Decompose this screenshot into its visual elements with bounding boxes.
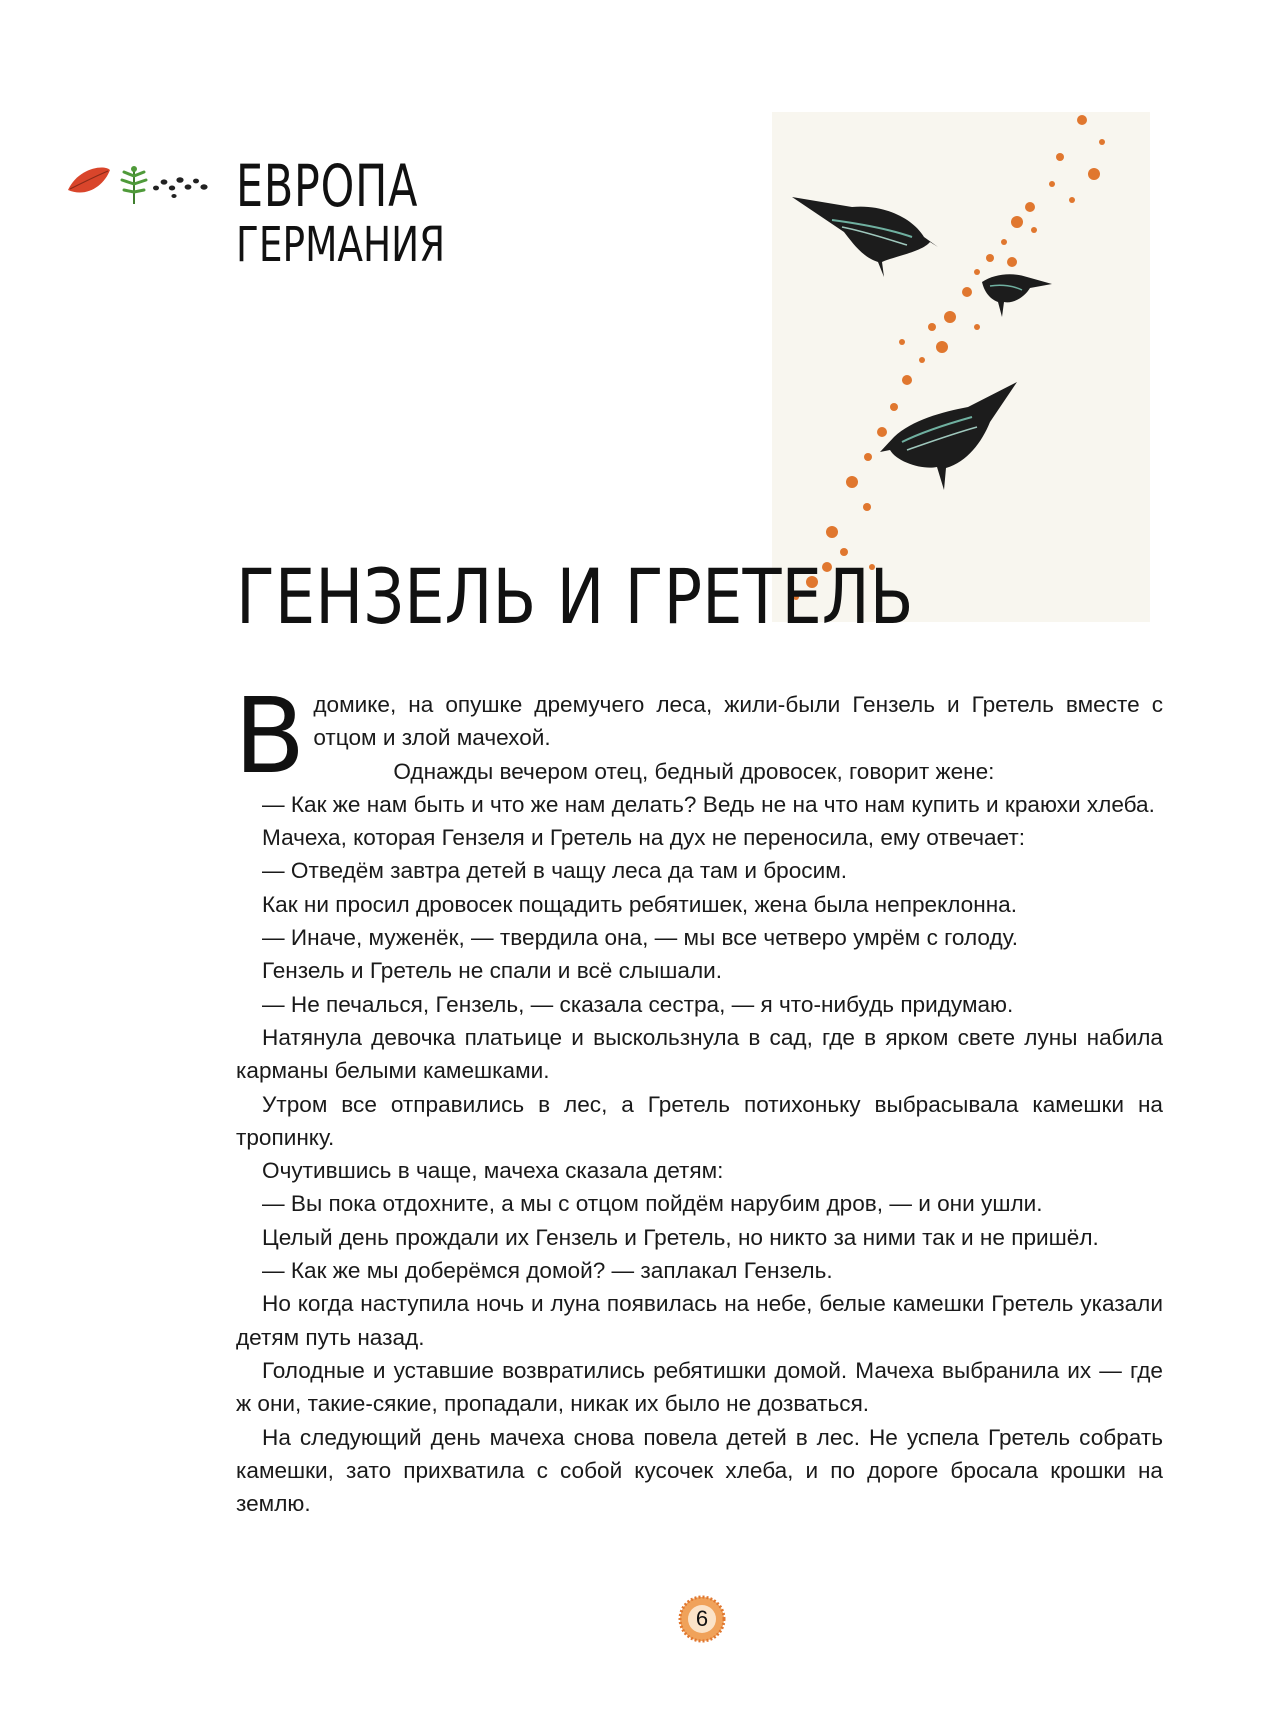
continent-title: ЕВРОПА [236, 152, 419, 220]
story-paragraph: Голодные и уставшие возвратились ребятишки домой. Мачеха выбранила их — где ж они, такие-сякие, пропадали, никак их было не дозваться. [236, 1357, 1163, 1417]
drop-cap: В [234, 675, 306, 797]
sprig-icon [122, 166, 146, 204]
story-text [234, 675, 1163, 1520]
story-paragraph: На следующий день мачеха снова повела детей в лес. Не успела Гретель собрать камешки, зато прихватила с собой кусочек хлеба, и по дороге бросала крошки на землю. [236, 1424, 1163, 1517]
country-subtitle: ГЕРМАНИЯ [236, 217, 446, 273]
story-paragraph: Мачеха, которая Гензеля и Гретель на дух не переносила, ему отвечает: [262, 825, 1025, 851]
decoration-group [64, 160, 224, 210]
bird-illustration [982, 274, 1052, 317]
page-number [677, 1594, 727, 1644]
story-paragraph: Натянула девочка платьице и выскользнула в сад, где в ярком свете луны набила карманы белыми камешками. [236, 1024, 1163, 1084]
birds-illustration [772, 112, 1150, 622]
story-paragraph: Гензель и Гретель не спали и всё слышали. [262, 958, 723, 984]
story-paragraph: Утром все отправились в лес, а Гретель потихоньку выбрасывала камешки на тропинку. [236, 1091, 1163, 1150]
bird-illustration [792, 197, 938, 277]
story-paragraph: Как ни просил дровосек пощадить ребятишек, жена была непреклонна. [262, 891, 1018, 917]
story-paragraph: — Вы пока отдохните, а мы с отцом пойдём нарубим дров, — и они ушли. [262, 1191, 1043, 1217]
story-paragraph: — Иначе, муженёк, — твердила она, — мы все четверо умрём с голоду. [262, 925, 1018, 951]
crumbs [793, 115, 1105, 600]
story-paragraph: — Как же мы доберёмся домой? — заплакал Гензель. [262, 1258, 833, 1284]
story-paragraph: Вдомике, на опушке дремучего леса, жили-были Гензель и Гретель вместе с отцом и злой мачехой. [234, 675, 1163, 797]
leaf-icon [68, 167, 110, 192]
story-paragraph: — Как же нам быть и что же нам делать? Ведь не на что нам купить и краюхи хлеба. [262, 791, 1155, 817]
story-paragraph: Но когда наступила ночь и луна появилась на небе, белые камешки Гретель указали детям путь назад. [236, 1291, 1163, 1350]
story-paragraph: Однажды вечером отец, бедный дровосек, говорит жене: [393, 758, 995, 784]
page-number-text: 6 [695, 1606, 709, 1631]
region-heading [236, 152, 504, 273]
bird-illustration [880, 382, 1017, 490]
story-title: ГЕНЗЕЛЬ И ГРЕТЕЛЬ [236, 552, 914, 641]
story-paragraph: Очутившись в чаще, мачеха сказала детям: [262, 1158, 724, 1184]
story-paragraph: — Не печалься, Гензель, — сказала сестра, — я что-нибудь придумаю. [262, 991, 1014, 1017]
seeds-icon [153, 177, 208, 198]
story-paragraph: Целый день прождали их Гензель и Гретель, но никто за ними так и не пришёл. [262, 1224, 1099, 1250]
story-paragraph: — Отведём завтра детей в чащу леса да там и бросим. [262, 858, 848, 884]
